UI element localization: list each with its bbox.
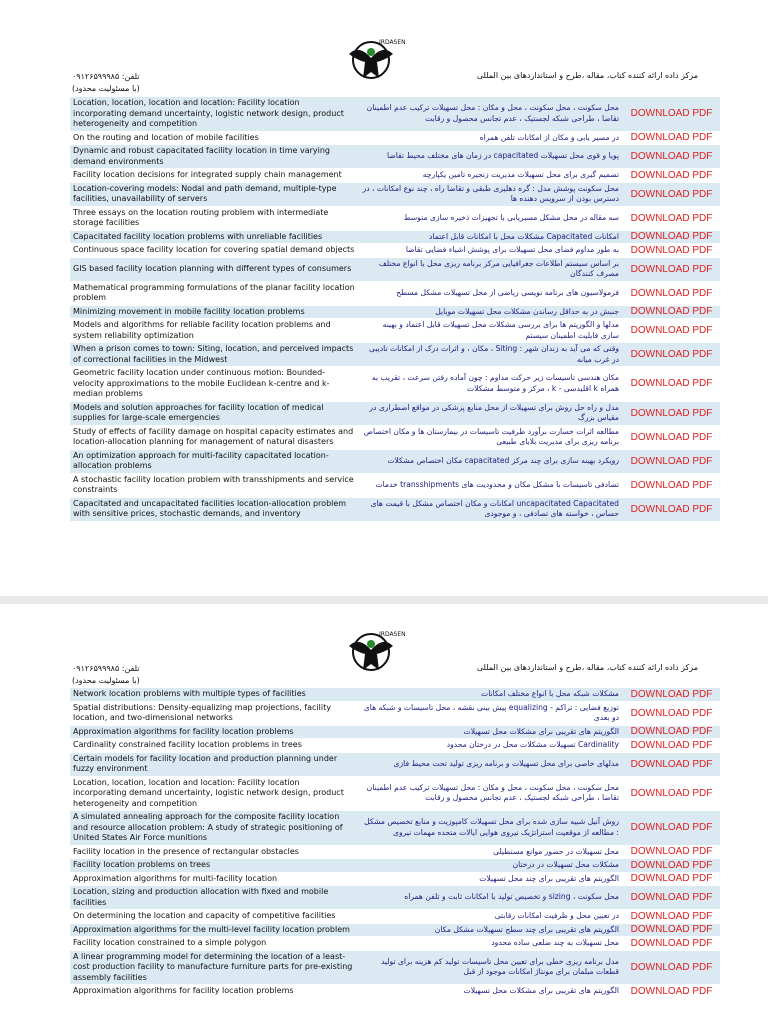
download-pdf-link[interactable]: DOWNLOAD PDF (630, 688, 713, 700)
table-row (70, 319, 720, 343)
download-pdf-link[interactable]: DOWNLOAD PDF (630, 859, 713, 871)
english-title: Models and algorithms for reliable facility location problems and system reliability optimization (73, 320, 331, 340)
table-row (70, 859, 720, 873)
persian-title: فرمولاسیون های برنامه نویسی ریاضی از محل تسهیلات مشکل مسطح (396, 287, 619, 297)
persian-title: مشکلات محل تسهیلات در درختان (512, 860, 619, 869)
table-row (70, 910, 720, 924)
english-title: Location, sizing and production allocation with fixed and mobile facilities (73, 887, 329, 907)
download-pdf-link[interactable]: DOWNLOAD PDF (630, 707, 713, 719)
download-pdf-link[interactable]: DOWNLOAD PDF (630, 132, 713, 144)
persian-title: تصادفی تاسیسات با مشکل مکان و محدودیت های transshipments خدمات (375, 479, 619, 489)
table-row (70, 688, 720, 702)
persian-title: الگوریتم های تقریبی برای چند محل تسهیلات (479, 873, 619, 883)
svg-text:IRDASEN: IRDASEN (379, 39, 406, 46)
english-title: Approximation algorithms for facility location problems (73, 986, 294, 995)
english-title: Facility location in the presence of rectangular obstacles (73, 846, 299, 856)
download-pdf-link[interactable]: DOWNLOAD PDF (630, 726, 713, 738)
english-title: Location-covering models: Nodal and path demand, multiple-type facilities, unavailability of servers (73, 183, 337, 203)
download-pdf-link[interactable]: DOWNLOAD PDF (630, 287, 713, 299)
table-row (70, 145, 720, 169)
english-title: Capacitated and uncapacitated facilities location-allocation problem with sensitive prices, stochastic demands, and inventory (73, 498, 347, 518)
download-pdf-link[interactable]: DOWNLOAD PDF (630, 455, 713, 467)
download-pdf-link[interactable]: DOWNLOAD PDF (630, 892, 713, 903)
download-pdf-link[interactable]: DOWNLOAD PDF (630, 985, 713, 997)
download-pdf-link[interactable]: DOWNLOAD PDF (630, 787, 713, 799)
catalog-table-page-2 (70, 688, 720, 999)
table-row (70, 498, 720, 522)
persian-title: Cardinality تسهیلات مشکلات محل در درختان محدود (446, 740, 619, 749)
persian-title: در مسیر یابی و مکان از امکانات تلفن همراه (479, 132, 619, 142)
persian-title: توزیع فضایی : تراکم - equalizing پیش بینی نقشه ، محل تاسیسات و شبکه های دو بعدی (363, 702, 619, 722)
download-pdf-link[interactable]: DOWNLOAD PDF (630, 937, 713, 949)
persian-title: الگوریتم های تقریبی برای مشکلات محل تسهیلات (463, 726, 619, 736)
english-title: Three essays on the location routing problem with intermediate storage facilities (73, 207, 329, 227)
download-pdf-link[interactable]: DOWNLOAD PDF (630, 378, 713, 390)
table-row (70, 474, 720, 498)
table-row (70, 207, 720, 231)
english-title: Models and solution approaches for facility location of medical supplies for large-scale emergencies (73, 402, 324, 422)
svg-text:IRDASEN: IRDASEN (379, 631, 406, 638)
table-row (70, 231, 720, 245)
persian-title: بر اساس سیستم اطلاعات جغرافیایی مرکز برنامه ریزی محل با انواع مختلف مصرف کنندگان (378, 258, 619, 278)
english-title: Facility location constrained to a simple polygon (73, 938, 267, 947)
persian-title: مدلها و الگوریتم ها برای بررسی مشکلات محل تسهیلات قابل اعتماد و بهینه سازی قابلیت اطمینان سیستم (382, 320, 619, 340)
catalog-table-page-1 (70, 97, 720, 522)
table-row (70, 985, 720, 999)
document-page-2 (0, 604, 768, 1024)
download-pdf-link[interactable]: DOWNLOAD PDF (630, 431, 713, 443)
english-title: Spatial distributions: Density-equalizing map projections, facility location, and two-dimensional networks (73, 702, 331, 722)
table-row (70, 811, 720, 846)
table-row (70, 132, 720, 146)
english-title: Location, location, location and location: Facility location incorporating demand uncertainty, logistic network design, product heterogeneity and competition (73, 777, 344, 808)
persian-title: وقتی که می آید به زندان شهر : Siting ، مکان ، و اثرات درک از امکانات تادیبی در غرب میانه (369, 344, 619, 364)
table-row (70, 450, 720, 474)
english-title: Approximation algorithms for the multi-level facility location problem (73, 924, 350, 934)
download-pdf-link[interactable]: DOWNLOAD PDF (630, 873, 713, 885)
download-pdf-link[interactable]: DOWNLOAD PDF (630, 231, 713, 243)
persian-title: الگوریتم های تقریبی برای چند سطح تسهیلات مشکل مکان (434, 924, 619, 934)
download-pdf-link[interactable]: DOWNLOAD PDF (630, 739, 713, 751)
download-pdf-link[interactable]: DOWNLOAD PDF (630, 325, 713, 336)
header-center-title: مرکز داده ارائه کننده کتاب، مقاله ،طرح و استانداردهای بین المللی (476, 663, 698, 672)
english-title: Location, location, location and location: Facility location incorporating demand uncertainty, logistic network design, product heterogeneity and competition (73, 98, 344, 128)
english-title: A stochastic facility location problem with transshipments and service constraints (73, 474, 354, 494)
table-row (70, 282, 720, 306)
table-row (70, 924, 720, 938)
table-row (70, 726, 720, 740)
english-title: Dynamic and robust capacitated facility location in time varying demand environments (73, 146, 331, 166)
persian-title: پویا و قوی محل تسهیلات capacitated در زمان های مختلف محیط تقاضا (386, 151, 619, 161)
persian-title: سه مقاله در محل مشکل مسیریابی با تجهیزات ذخیره سازی متوسط (403, 212, 619, 222)
english-title: When a prison comes to town: Siting, location, and perceived impacts of correctional facilities in the Midwest (73, 344, 354, 364)
download-pdf-link[interactable]: DOWNLOAD PDF (630, 910, 713, 922)
table-row (70, 937, 720, 951)
english-title: A linear programming model for determining the location of a least-cost production facility to manufacture furniture parts for pre-existing assembly facilities (73, 951, 353, 982)
persian-title: مدل برنامه ریزی خطی برای تعیین محل تاسیسات تولید کم هزینه برای تولید قطعات مبلمان برای مونتاژ امکانات موجود از قبل (380, 956, 619, 977)
english-title: Approximation algorithms for multi-facility location (73, 873, 278, 883)
download-pdf-link[interactable]: DOWNLOAD PDF (630, 212, 713, 224)
table-row (70, 244, 720, 258)
table-row (70, 777, 720, 812)
english-title: Cardinality constrained facility location problems in trees (73, 740, 302, 749)
download-pdf-link[interactable]: DOWNLOAD PDF (630, 349, 713, 360)
english-title: An optimization approach for multi-facility capacitated location-allocation problems (73, 450, 329, 470)
download-pdf-link[interactable]: DOWNLOAD PDF (630, 169, 713, 181)
persian-title: الگوریتم های تقریبی برای مشکلات محل تسهیلات (463, 986, 619, 995)
english-title: A simulated annealing approach for the composite facility location and resource allocation problem: A study of strategic positioning of United States Air Force munitions (73, 812, 343, 842)
limited-liability-note: (با مسئولیت محدود) (72, 84, 140, 93)
persian-title: امکانات Capacitated مشکلات محل با امکانات قابل اعتماد (429, 231, 619, 241)
english-title: Continuous space facility location for covering spatial demand objects (73, 245, 355, 254)
persian-title: uncapacitated Capacitated امکانات و مکان اختصاص مشکل با قیمت های حساس ، خواسته های تصادفی ، و موجودی (370, 498, 619, 518)
persian-title: در تعیین محل و ظرفیت امکانات رقابتی (494, 911, 619, 920)
table-row (70, 886, 720, 910)
download-pdf-link[interactable]: DOWNLOAD PDF (630, 188, 713, 200)
table-row (70, 367, 720, 402)
english-title: Study of effects of facility damage on hospital capacity estimates and location-allocation planning for management of natural disasters (73, 426, 354, 446)
header-center-title: مرکز داده ارائه کننده کتاب، مقاله ،طرح و استانداردهای بین المللی (476, 71, 698, 80)
table-row (70, 951, 720, 986)
download-pdf-link[interactable]: DOWNLOAD PDF (630, 479, 713, 491)
english-title: Mathematical programming formulations of the planar facility location problem (73, 282, 355, 302)
english-title: Minimizing movement in mobile facility location problems (73, 306, 305, 316)
persian-title: جنبش در به حداقل رساندن مشکلات محل تسهیلات موبایل (435, 306, 619, 316)
download-pdf-link[interactable]: DOWNLOAD PDF (630, 151, 713, 162)
persian-title: مدلهای خاصی برای محل تسهیلات و برنامه ریزی تولید تحت محیط فازی (393, 758, 619, 768)
english-title: Approximation algorithms for facility location problems (73, 726, 294, 736)
table-row (70, 846, 720, 860)
english-title: On determining the location and capacity of competitive facilities (73, 911, 336, 920)
english-title: Facility location problems on trees (73, 860, 211, 869)
english-title: Geometric facility location under continuous motion: Bounded-velocity approximations to the mobile Euclidean k-centre and k-median problems (73, 368, 330, 398)
persian-title: محل سکونت ، محل سکونت ، محل و مکان : محل تسهیلات ترکیب عدم اطمینان تقاضا ، طراحی شبکه لجستیک ، عدم تجانس محصول و رقابت (366, 103, 619, 123)
english-title: Certain models for facility location and production planning under fuzzy environment (73, 753, 338, 773)
download-pdf-link[interactable]: DOWNLOAD PDF (630, 503, 713, 515)
persian-title: محل تسهیلات در حضور موانع مستطیلی (493, 846, 619, 856)
table-row (70, 402, 720, 426)
table-row (70, 97, 720, 132)
table-row (70, 426, 720, 450)
english-title: Capacitated facility location problems with unreliable facilities (73, 231, 323, 241)
table-row (70, 306, 720, 320)
persian-title: رویکرد بهینه سازی برای چند مرکز capacitated مکان اختصاص مشکلات (387, 455, 619, 465)
header-phone: تلفن: ۰۹۱۲۶۵۹۹۹۸۵ (با مسئولیت محدود) (72, 71, 272, 95)
header-phone: تلفن: ۰۹۱۲۶۵۹۹۹۸۵ (با مسئولیت محدود) (72, 663, 272, 687)
persian-title: روش آنیل شبیه سازی شده برای محل تسهیلات کامپوزیت و منابع تخصیص مشکل : مطالعه از موقعیت استراتژیک نیروی هوایی ایالات متحده مهمات نیروی (364, 817, 619, 837)
table-row (70, 753, 720, 777)
download-pdf-link[interactable]: DOWNLOAD PDF (630, 961, 713, 973)
english-title: Facility location decisions for integrated supply chain management (73, 170, 342, 179)
persian-title: به طور مداوم فضای محل تسهیلات برای پوشش اشیاء فضایی تقاضا (405, 245, 619, 254)
persian-title: محل تسهیلات به چند ضلعی ساده محدود (491, 938, 619, 947)
english-title: Network location problems with multiple types of facilities (73, 689, 306, 698)
table-row (70, 169, 720, 183)
download-pdf-link[interactable]: DOWNLOAD PDF (630, 108, 713, 120)
download-pdf-link[interactable]: DOWNLOAD PDF (630, 306, 713, 318)
persian-title: مطالعه اثرات خسارت برآورد ظرفیت تاسیسات در بیمارستان ها و مکان اختصاص برنامه ریزی برای مدیریت بلایای طبیعی (363, 426, 619, 446)
table-row (70, 183, 720, 207)
english-title: On the routing and location of mobile facilities (73, 132, 259, 142)
download-pdf-link[interactable]: DOWNLOAD PDF (630, 846, 713, 858)
persian-title: مکان هندسی تاسیسات زیر حرکت مداوم : چون آماده رفتن سرعت ، تقریب به همراه k اقلیدسی - k ، مرکز و متوسط مشکلات (371, 373, 619, 393)
english-title: GIS based facility location planning with different types of consumers (73, 263, 352, 273)
download-pdf-link[interactable]: DOWNLOAD PDF (630, 822, 713, 834)
persian-title: مشکلات شبکه محل با انواع مختلف امکانات (481, 689, 619, 698)
download-pdf-link[interactable]: DOWNLOAD PDF (630, 263, 713, 275)
table-row (70, 702, 720, 726)
persian-title: مدل و راه حل روش برای تسهیلات از محل منابع پزشکی در مواقع اضطراری در مقیاس بزرگ (369, 402, 619, 422)
table-row (70, 343, 720, 367)
download-pdf-link[interactable]: DOWNLOAD PDF (630, 758, 713, 770)
download-pdf-link[interactable]: DOWNLOAD PDF (630, 924, 713, 936)
table-row (70, 873, 720, 887)
table-row (70, 258, 720, 282)
persian-title: تصمیم گیری برای محل تسهیلات مدیریت زنجیره تامین یکپارچه (422, 170, 619, 179)
download-pdf-link[interactable]: DOWNLOAD PDF (630, 407, 713, 419)
persian-title: محل سکونت پوشش مدل : گره دهلیزی طبقی و تقاضا راه ، چند نوع امکانات ، در دسترس بودن از سرویس دهنده ها (362, 183, 619, 203)
persian-title: محل سکونت ، sizing و تخصیص تولید با امکانات ثابت و تلفن همراه (404, 892, 619, 902)
table-row (70, 739, 720, 753)
download-pdf-link[interactable]: DOWNLOAD PDF (630, 244, 713, 256)
persian-title: محل سکونت ، محل سکونت ، محل و مکان : محل تسهیلات ترکیب عدم اطمینان تقاضا ، طراحی شبکه لجستیک ، عدم تجانس محصول و رقابت (366, 782, 619, 803)
limited-liability-note: (با مسئولیت محدود) (72, 676, 140, 685)
